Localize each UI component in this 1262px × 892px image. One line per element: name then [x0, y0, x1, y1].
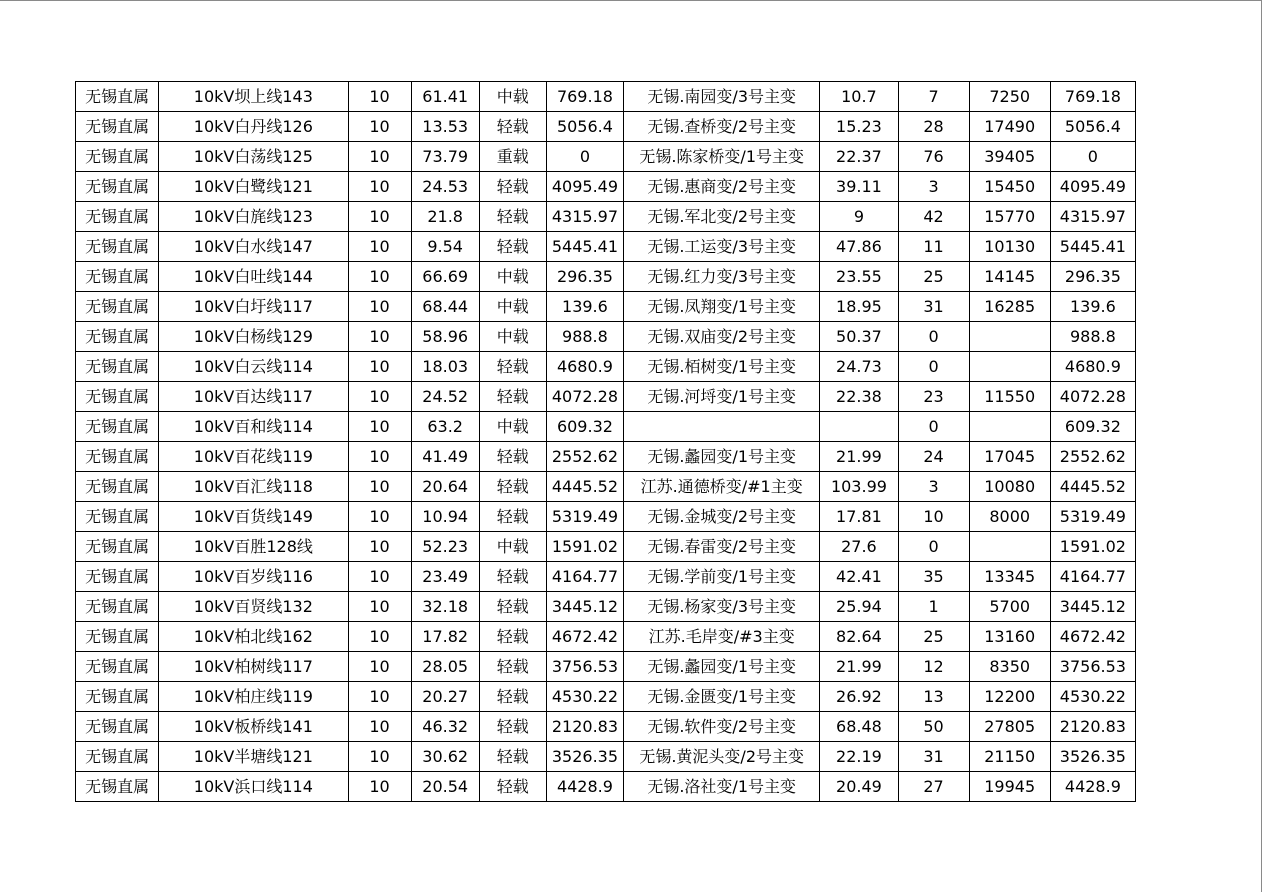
substation-transformer-cell: 无锡.学前变/1号主变: [624, 562, 820, 592]
available-capacity-cell: 296.35: [546, 262, 623, 292]
count-cell: 25: [898, 622, 969, 652]
voltage-cell: 10: [348, 352, 411, 382]
page-top-border: [0, 0, 1262, 1]
line-name-cell: 10kV浜口线114: [159, 772, 348, 802]
table-row: [76, 292, 1136, 322]
available-capacity-cell: 5445.41: [546, 232, 623, 262]
load-rate-cell: 24.52: [411, 382, 479, 412]
substation-transformer-cell: 无锡.杨家变/3号主变: [624, 592, 820, 622]
transformer-load-cell: 21.99: [820, 652, 898, 682]
company-cell: 无锡直属: [76, 202, 159, 232]
transformer-load-cell: 68.48: [820, 712, 898, 742]
load-level-cell: 轻载: [479, 742, 546, 772]
line-name-cell: 10kV白水线147: [159, 232, 348, 262]
count-cell: 42: [898, 202, 969, 232]
available-capacity-cell: 609.32: [546, 412, 623, 442]
substation-transformer-cell: 无锡.河埒变/1号主变: [624, 382, 820, 412]
available-capacity-cell: 4530.22: [546, 682, 623, 712]
line-name-cell: 10kV百胜128线: [159, 532, 348, 562]
substation-transformer-cell: 无锡.蠡园变/1号主变: [624, 652, 820, 682]
transformer-load-cell: 9: [820, 202, 898, 232]
substation-transformer-cell: 无锡.查桥变/2号主变: [624, 112, 820, 142]
load-rate-cell: 18.03: [411, 352, 479, 382]
table-row: [76, 442, 1136, 472]
table-row: [76, 622, 1136, 652]
company-cell: 无锡直属: [76, 382, 159, 412]
capacity-cell: 13160: [969, 622, 1050, 652]
substation-transformer-cell: 无锡.工运变/3号主变: [624, 232, 820, 262]
substation-transformer-cell: 无锡.金城变/2号主变: [624, 502, 820, 532]
available-capacity-cell: 4445.52: [546, 472, 623, 502]
load-level-cell: 轻载: [479, 202, 546, 232]
table-row: [76, 472, 1136, 502]
available-capacity-cell: 4680.9: [546, 352, 623, 382]
substation-transformer-cell: 无锡.红力变/3号主变: [624, 262, 820, 292]
voltage-cell: 10: [348, 502, 411, 532]
capacity-cell: 7250: [969, 82, 1050, 112]
load-level-cell: 轻载: [479, 442, 546, 472]
line-name-cell: 10kV百货线149: [159, 502, 348, 532]
count-cell: 31: [898, 292, 969, 322]
transformer-load-cell: 25.94: [820, 592, 898, 622]
load-rate-cell: 52.23: [411, 532, 479, 562]
table-row: [76, 502, 1136, 532]
transformer-load-cell: 20.49: [820, 772, 898, 802]
load-level-cell: 轻载: [479, 712, 546, 742]
spare-capacity-cell: 4095.49: [1050, 172, 1135, 202]
spare-capacity-cell: 4530.22: [1050, 682, 1135, 712]
substation-transformer-cell: 无锡.军北变/2号主变: [624, 202, 820, 232]
available-capacity-cell: 4315.97: [546, 202, 623, 232]
table-row: [76, 112, 1136, 142]
count-cell: 23: [898, 382, 969, 412]
load-level-cell: 轻载: [479, 112, 546, 142]
spare-capacity-cell: 139.6: [1050, 292, 1135, 322]
load-rate-cell: 10.94: [411, 502, 479, 532]
count-cell: 0: [898, 352, 969, 382]
transformer-load-cell: 22.38: [820, 382, 898, 412]
load-rate-cell: 9.54: [411, 232, 479, 262]
transformer-load-cell: 18.95: [820, 292, 898, 322]
load-rate-cell: 73.79: [411, 142, 479, 172]
capacity-cell: 17490: [969, 112, 1050, 142]
table-row: [76, 382, 1136, 412]
load-level-cell: 轻载: [479, 562, 546, 592]
spare-capacity-cell: 4315.97: [1050, 202, 1135, 232]
company-cell: 无锡直属: [76, 712, 159, 742]
company-cell: 无锡直属: [76, 172, 159, 202]
substation-transformer-cell: 无锡.蠡园变/1号主变: [624, 442, 820, 472]
capacity-cell: 15770: [969, 202, 1050, 232]
table-row: [76, 82, 1136, 112]
line-name-cell: 10kV白吐线144: [159, 262, 348, 292]
capacity-cell: [969, 322, 1050, 352]
line-name-cell: 10kV白荡线125: [159, 142, 348, 172]
load-rate-cell: 17.82: [411, 622, 479, 652]
load-level-cell: 中载: [479, 532, 546, 562]
line-name-cell: 10kV板桥线141: [159, 712, 348, 742]
count-cell: 3: [898, 172, 969, 202]
load-level-cell: 中载: [479, 322, 546, 352]
capacity-cell: 10080: [969, 472, 1050, 502]
load-level-cell: 中载: [479, 82, 546, 112]
capacity-cell: 19945: [969, 772, 1050, 802]
available-capacity-cell: 3756.53: [546, 652, 623, 682]
load-rate-cell: 58.96: [411, 322, 479, 352]
transformer-load-cell: 24.73: [820, 352, 898, 382]
spare-capacity-cell: 4164.77: [1050, 562, 1135, 592]
spare-capacity-cell: 4680.9: [1050, 352, 1135, 382]
load-level-cell: 中载: [479, 292, 546, 322]
substation-transformer-cell: 无锡.黄泥头变/2号主变: [624, 742, 820, 772]
available-capacity-cell: 3445.12: [546, 592, 623, 622]
voltage-cell: 10: [348, 82, 411, 112]
load-level-cell: 轻载: [479, 232, 546, 262]
transformer-load-cell: 27.6: [820, 532, 898, 562]
substation-transformer-cell: 无锡.洛社变/1号主变: [624, 772, 820, 802]
load-rate-cell: 24.53: [411, 172, 479, 202]
line-name-cell: 10kV百汇线118: [159, 472, 348, 502]
voltage-cell: 10: [348, 322, 411, 352]
company-cell: 无锡直属: [76, 622, 159, 652]
line-name-cell: 10kV柏树线117: [159, 652, 348, 682]
load-rate-cell: 20.64: [411, 472, 479, 502]
spare-capacity-cell: 2120.83: [1050, 712, 1135, 742]
line-name-cell: 10kV坝上线143: [159, 82, 348, 112]
voltage-cell: 10: [348, 562, 411, 592]
line-name-cell: 10kV半塘线121: [159, 742, 348, 772]
table-row: [76, 352, 1136, 382]
voltage-cell: 10: [348, 532, 411, 562]
load-rate-cell: 30.62: [411, 742, 479, 772]
load-level-cell: 轻载: [479, 772, 546, 802]
table-row: [76, 562, 1136, 592]
load-level-cell: 轻载: [479, 172, 546, 202]
substation-transformer-cell: 无锡.软件变/2号主变: [624, 712, 820, 742]
line-name-cell: 10kV白杨线129: [159, 322, 348, 352]
load-rate-cell: 32.18: [411, 592, 479, 622]
table-row: [76, 652, 1136, 682]
company-cell: 无锡直属: [76, 412, 159, 442]
spare-capacity-cell: 4072.28: [1050, 382, 1135, 412]
count-cell: 50: [898, 712, 969, 742]
count-cell: 31: [898, 742, 969, 772]
spare-capacity-cell: 2552.62: [1050, 442, 1135, 472]
transformer-load-cell: 39.11: [820, 172, 898, 202]
load-rate-cell: 20.27: [411, 682, 479, 712]
company-cell: 无锡直属: [76, 502, 159, 532]
voltage-cell: 10: [348, 472, 411, 502]
load-rate-cell: 20.54: [411, 772, 479, 802]
table-body: [76, 82, 1136, 802]
substation-transformer-cell: 无锡.双庙变/2号主变: [624, 322, 820, 352]
voltage-cell: 10: [348, 112, 411, 142]
available-capacity-cell: 139.6: [546, 292, 623, 322]
table-row: [76, 592, 1136, 622]
spare-capacity-cell: 5445.41: [1050, 232, 1135, 262]
voltage-cell: 10: [348, 712, 411, 742]
load-rate-cell: 28.05: [411, 652, 479, 682]
voltage-cell: 10: [348, 202, 411, 232]
company-cell: 无锡直属: [76, 742, 159, 772]
voltage-cell: 10: [348, 232, 411, 262]
company-cell: 无锡直属: [76, 532, 159, 562]
capacity-cell: 10130: [969, 232, 1050, 262]
substation-transformer-cell: 无锡.惠商变/2号主变: [624, 172, 820, 202]
count-cell: 0: [898, 322, 969, 352]
table-row: [76, 772, 1136, 802]
transformer-load-cell: 17.81: [820, 502, 898, 532]
count-cell: 11: [898, 232, 969, 262]
available-capacity-cell: 988.8: [546, 322, 623, 352]
count-cell: 24: [898, 442, 969, 472]
load-level-cell: 轻载: [479, 472, 546, 502]
count-cell: 28: [898, 112, 969, 142]
load-rate-cell: 46.32: [411, 712, 479, 742]
spare-capacity-cell: 4445.52: [1050, 472, 1135, 502]
count-cell: 12: [898, 652, 969, 682]
substation-transformer-cell: 无锡.栢树变/1号主变: [624, 352, 820, 382]
spare-capacity-cell: 609.32: [1050, 412, 1135, 442]
available-capacity-cell: 2120.83: [546, 712, 623, 742]
voltage-cell: 10: [348, 652, 411, 682]
company-cell: 无锡直属: [76, 472, 159, 502]
voltage-cell: 10: [348, 592, 411, 622]
transformer-load-cell: 22.19: [820, 742, 898, 772]
table-row: [76, 232, 1136, 262]
available-capacity-cell: 769.18: [546, 82, 623, 112]
capacity-cell: 8350: [969, 652, 1050, 682]
load-rate-cell: 23.49: [411, 562, 479, 592]
company-cell: 无锡直属: [76, 262, 159, 292]
load-level-cell: 轻载: [479, 622, 546, 652]
table-row: [76, 412, 1136, 442]
available-capacity-cell: 4428.9: [546, 772, 623, 802]
voltage-cell: 10: [348, 142, 411, 172]
spare-capacity-cell: 769.18: [1050, 82, 1135, 112]
company-cell: 无锡直属: [76, 772, 159, 802]
load-level-cell: 轻载: [479, 352, 546, 382]
voltage-cell: 10: [348, 382, 411, 412]
substation-transformer-cell: 无锡.春雷变/2号主变: [624, 532, 820, 562]
count-cell: 10: [898, 502, 969, 532]
line-name-cell: 10kV百岁线116: [159, 562, 348, 592]
available-capacity-cell: 4095.49: [546, 172, 623, 202]
company-cell: 无锡直属: [76, 142, 159, 172]
capacity-cell: 27805: [969, 712, 1050, 742]
count-cell: 0: [898, 412, 969, 442]
voltage-cell: 10: [348, 442, 411, 472]
line-name-cell: 10kV白云线114: [159, 352, 348, 382]
transformer-load-cell: [820, 412, 898, 442]
line-name-cell: 10kV百贤线132: [159, 592, 348, 622]
transformer-load-cell: 103.99: [820, 472, 898, 502]
capacity-cell: 5700: [969, 592, 1050, 622]
count-cell: 27: [898, 772, 969, 802]
count-cell: 35: [898, 562, 969, 592]
spare-capacity-cell: 4428.9: [1050, 772, 1135, 802]
transformer-load-cell: 10.7: [820, 82, 898, 112]
load-level-cell: 轻载: [479, 682, 546, 712]
line-name-cell: 10kV柏庄线119: [159, 682, 348, 712]
line-name-cell: 10kV白圩线117: [159, 292, 348, 322]
spare-capacity-cell: 0: [1050, 142, 1135, 172]
available-capacity-cell: 4072.28: [546, 382, 623, 412]
count-cell: 7: [898, 82, 969, 112]
load-rate-cell: 66.69: [411, 262, 479, 292]
company-cell: 无锡直属: [76, 112, 159, 142]
available-capacity-cell: 5056.4: [546, 112, 623, 142]
count-cell: 25: [898, 262, 969, 292]
voltage-cell: 10: [348, 772, 411, 802]
capacity-cell: [969, 352, 1050, 382]
transformer-load-cell: 22.37: [820, 142, 898, 172]
table-row: [76, 262, 1136, 292]
company-cell: 无锡直属: [76, 352, 159, 382]
company-cell: 无锡直属: [76, 82, 159, 112]
capacity-cell: 14145: [969, 262, 1050, 292]
company-cell: 无锡直属: [76, 652, 159, 682]
capacity-cell: 12200: [969, 682, 1050, 712]
table-row: [76, 202, 1136, 232]
substation-transformer-cell: 无锡.陈家桥变/1号主变: [624, 142, 820, 172]
spare-capacity-cell: 296.35: [1050, 262, 1135, 292]
load-rate-cell: 13.53: [411, 112, 479, 142]
line-name-cell: 10kV白鹭线121: [159, 172, 348, 202]
voltage-cell: 10: [348, 292, 411, 322]
substation-transformer-cell: 江苏.毛岸变/#3主变: [624, 622, 820, 652]
load-level-cell: 中载: [479, 262, 546, 292]
transformer-load-cell: 42.41: [820, 562, 898, 592]
spare-capacity-cell: 988.8: [1050, 322, 1135, 352]
substation-transformer-cell: 无锡.金匮变/1号主变: [624, 682, 820, 712]
count-cell: 1: [898, 592, 969, 622]
company-cell: 无锡直属: [76, 442, 159, 472]
company-cell: 无锡直属: [76, 562, 159, 592]
table-row: [76, 712, 1136, 742]
substation-transformer-cell: [624, 412, 820, 442]
load-rate-cell: 41.49: [411, 442, 479, 472]
load-level-cell: 轻载: [479, 382, 546, 412]
line-name-cell: 10kV百花线119: [159, 442, 348, 472]
load-rate-cell: 61.41: [411, 82, 479, 112]
transformer-load-cell: 26.92: [820, 682, 898, 712]
capacity-cell: 39405: [969, 142, 1050, 172]
company-cell: 无锡直属: [76, 682, 159, 712]
available-capacity-cell: 5319.49: [546, 502, 623, 532]
load-level-cell: 轻载: [479, 592, 546, 622]
load-level-cell: 轻载: [479, 502, 546, 532]
table-row: [76, 532, 1136, 562]
feeder-load-table: [75, 81, 1136, 802]
voltage-cell: 10: [348, 622, 411, 652]
table-row: [76, 172, 1136, 202]
count-cell: 0: [898, 532, 969, 562]
transformer-load-cell: 23.55: [820, 262, 898, 292]
load-rate-cell: 63.2: [411, 412, 479, 442]
transformer-load-cell: 21.99: [820, 442, 898, 472]
line-name-cell: 10kV白旄线123: [159, 202, 348, 232]
company-cell: 无锡直属: [76, 322, 159, 352]
table-row: [76, 142, 1136, 172]
line-name-cell: 10kV百和线114: [159, 412, 348, 442]
transformer-load-cell: 15.23: [820, 112, 898, 142]
line-name-cell: 10kV百达线117: [159, 382, 348, 412]
load-level-cell: 重载: [479, 142, 546, 172]
table-row: [76, 682, 1136, 712]
transformer-load-cell: 50.37: [820, 322, 898, 352]
load-level-cell: 中载: [479, 412, 546, 442]
available-capacity-cell: 1591.02: [546, 532, 623, 562]
company-cell: 无锡直属: [76, 232, 159, 262]
capacity-cell: [969, 412, 1050, 442]
available-capacity-cell: 2552.62: [546, 442, 623, 472]
line-name-cell: 10kV白丹线126: [159, 112, 348, 142]
company-cell: 无锡直属: [76, 292, 159, 322]
capacity-cell: 17045: [969, 442, 1050, 472]
count-cell: 3: [898, 472, 969, 502]
capacity-cell: 11550: [969, 382, 1050, 412]
available-capacity-cell: 4164.77: [546, 562, 623, 592]
spare-capacity-cell: 1591.02: [1050, 532, 1135, 562]
spare-capacity-cell: 5056.4: [1050, 112, 1135, 142]
capacity-cell: 15450: [969, 172, 1050, 202]
capacity-cell: 13345: [969, 562, 1050, 592]
spare-capacity-cell: 3756.53: [1050, 652, 1135, 682]
count-cell: 13: [898, 682, 969, 712]
available-capacity-cell: 4672.42: [546, 622, 623, 652]
capacity-cell: 21150: [969, 742, 1050, 772]
capacity-cell: 8000: [969, 502, 1050, 532]
available-capacity-cell: 0: [546, 142, 623, 172]
company-cell: 无锡直属: [76, 592, 159, 622]
table-row: [76, 322, 1136, 352]
capacity-cell: [969, 532, 1050, 562]
load-rate-cell: 68.44: [411, 292, 479, 322]
voltage-cell: 10: [348, 262, 411, 292]
capacity-cell: 16285: [969, 292, 1050, 322]
spare-capacity-cell: 5319.49: [1050, 502, 1135, 532]
available-capacity-cell: 3526.35: [546, 742, 623, 772]
substation-transformer-cell: 无锡.南园变/3号主变: [624, 82, 820, 112]
voltage-cell: 10: [348, 742, 411, 772]
voltage-cell: 10: [348, 412, 411, 442]
load-rate-cell: 21.8: [411, 202, 479, 232]
line-name-cell: 10kV柏北线162: [159, 622, 348, 652]
substation-transformer-cell: 江苏.通德桥变/#1主变: [624, 472, 820, 502]
count-cell: 76: [898, 142, 969, 172]
spare-capacity-cell: 3445.12: [1050, 592, 1135, 622]
spare-capacity-cell: 3526.35: [1050, 742, 1135, 772]
voltage-cell: 10: [348, 682, 411, 712]
substation-transformer-cell: 无锡.凤翔变/1号主变: [624, 292, 820, 322]
transformer-load-cell: 82.64: [820, 622, 898, 652]
load-level-cell: 轻载: [479, 652, 546, 682]
voltage-cell: 10: [348, 172, 411, 202]
spare-capacity-cell: 4672.42: [1050, 622, 1135, 652]
table-row: [76, 742, 1136, 772]
transformer-load-cell: 47.86: [820, 232, 898, 262]
